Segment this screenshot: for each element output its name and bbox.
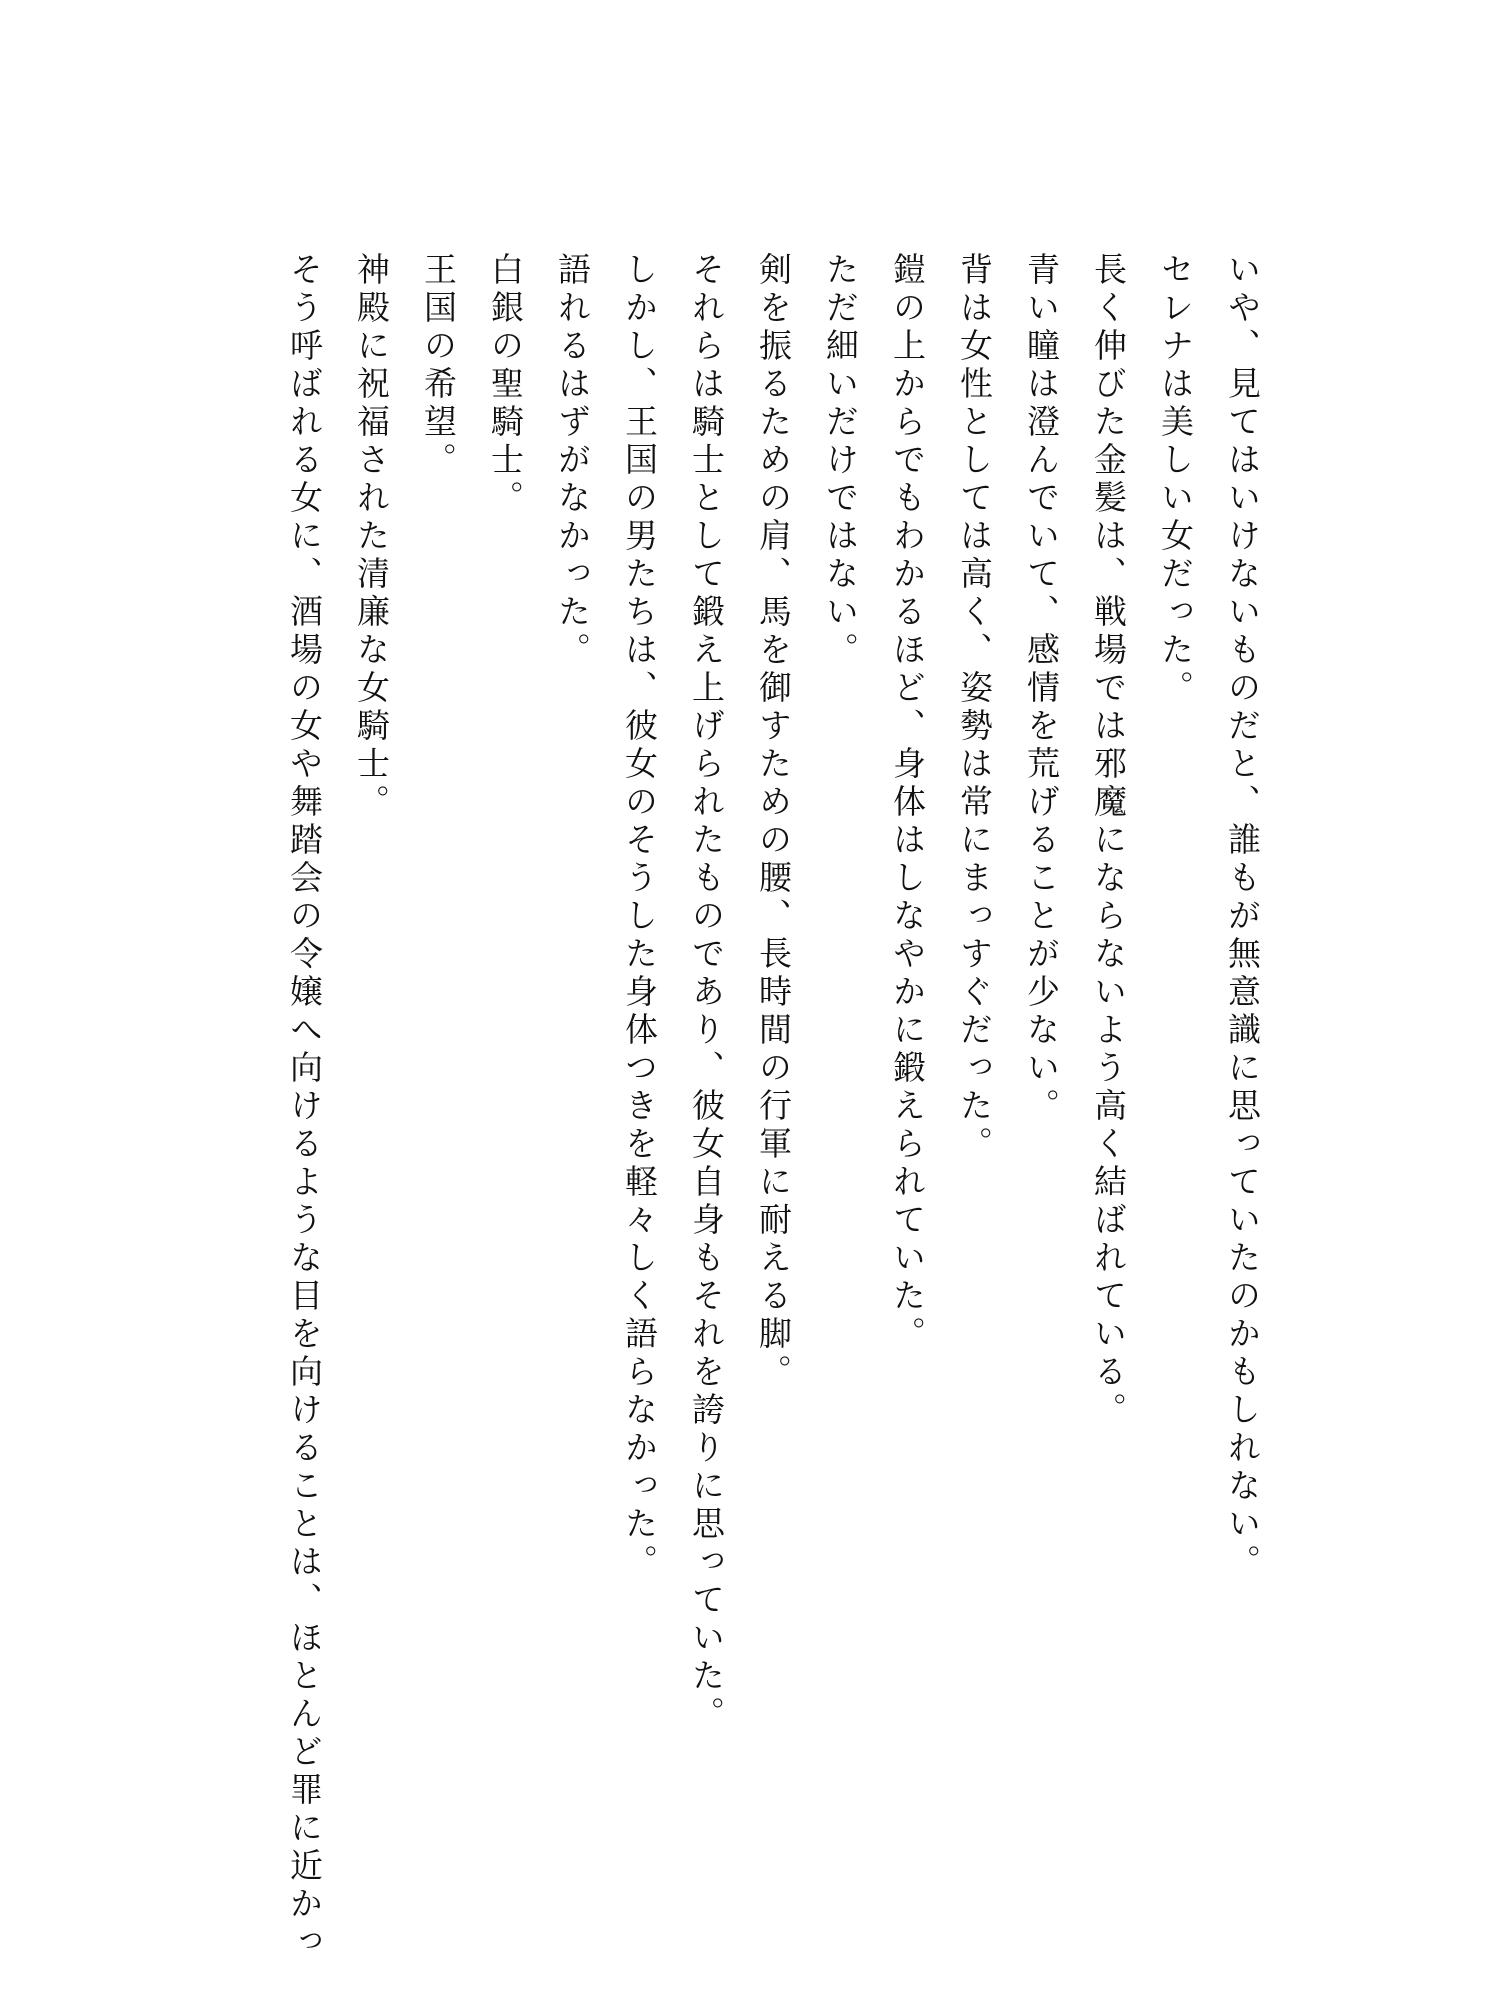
text-line: それらは騎士として鍛え上げられたものであり、彼女自身もそれを誇りに思っていた。 (687, 252, 726, 1734)
text-line: そう呼ばれる女に、酒場の女や舞踏会の令嬢へ向けるような目を向けることは、ほとんど罪に近かっ (285, 252, 324, 1962)
text-line: しかし、王国の男たちは、彼女のそうした身体つきを軽々しく語らなかった。 (620, 252, 659, 1582)
text-line: 王国の希望。 (419, 252, 458, 480)
vertical-text-block (271, 252, 1276, 1962)
text-line: 神殿に祝福された清廉な女騎士。 (352, 252, 391, 822)
text-line: 語れるはずがなかった。 (553, 252, 592, 670)
text-line: 長く伸びた金髪は、戦場では邪魔にならないよう高く結ばれている。 (1089, 252, 1128, 1430)
text-line: 背は女性としては高く、姿勢は常にまっすぐだった。 (955, 252, 994, 1164)
text-line: 白銀の聖騎士。 (486, 252, 525, 518)
text-line: いや、見てはいけないものだと、誰もが無意識に思っていたのかもしれない。 (1223, 252, 1262, 1582)
text-line: ただ細いだけではない。 (821, 252, 860, 670)
text-line: セレナは美しい女だった。 (1156, 252, 1195, 708)
text-line: 青い瞳は澄んでいて、感情を荒げることが少ない。 (1022, 252, 1061, 1126)
text-line: 鎧の上からでもわかるほど、身体はしなやかに鍛えられていた。 (888, 252, 927, 1354)
text-line: 剣を振るための肩、馬を御すための腰、長時間の行軍に耐える脚。 (754, 252, 793, 1392)
